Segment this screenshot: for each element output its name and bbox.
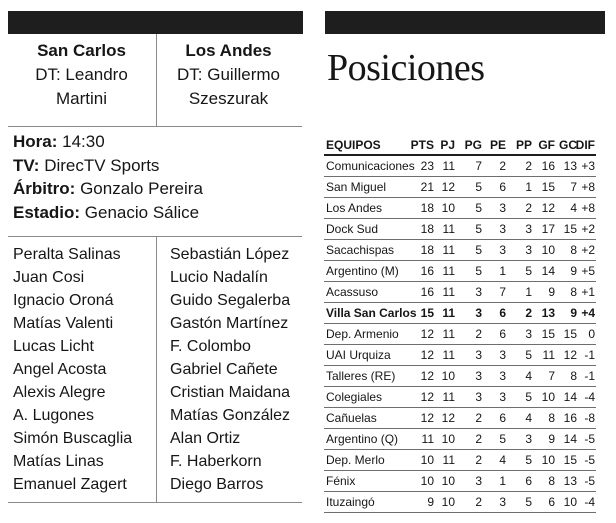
standings-cell-dif: -1 — [584, 369, 595, 383]
home-team — [8, 34, 155, 111]
standings-cell-pj: 11 — [442, 453, 455, 467]
standings-cell-gf: 6 — [548, 495, 555, 509]
home-player: Ignacio Oroná — [13, 292, 114, 309]
standings-cell-pj: 11 — [442, 327, 455, 341]
standings-cell-dif: +4 — [581, 306, 595, 320]
standings-cell-pe: 3 — [499, 390, 506, 404]
standings-cell-pj: 11 — [442, 285, 455, 299]
away-player: Gastón Martínez — [170, 315, 289, 332]
teams-divider — [156, 34, 157, 126]
teams-header — [8, 34, 302, 127]
away-lineup — [170, 243, 290, 496]
standings-cell-team: Los Andes — [326, 201, 383, 215]
standings-cell-gc: 13 — [563, 474, 577, 488]
standings-cell-pg: 2 — [475, 495, 482, 509]
away-player: Lucio Nadalín — [170, 269, 268, 286]
header-gc: GC — [559, 138, 577, 152]
standings-cell-pg: 3 — [475, 348, 482, 362]
standings-cell-pe: 2 — [499, 159, 506, 173]
standings-cell-pj: 11 — [442, 390, 455, 404]
header-pp: PP — [515, 138, 532, 152]
standings-cell-dif: -5 — [584, 432, 595, 446]
left-header-bar — [8, 11, 303, 34]
standings-cell-pe: 6 — [499, 327, 506, 341]
home-player: Simón Buscaglia — [13, 430, 133, 447]
standings-cell-pts: 9 — [427, 495, 434, 509]
standings-cell-gf: 15 — [541, 180, 555, 194]
match-info — [13, 130, 303, 224]
standings-cell-pp: 5 — [525, 264, 532, 278]
standings-cell-dif: -8 — [584, 411, 595, 425]
standings-cell-dif: +1 — [581, 285, 595, 299]
info-referee: Árbitro: Gonzalo Pereira — [13, 179, 203, 198]
standings-row — [324, 198, 596, 219]
standings-cell-pg: 2 — [475, 327, 482, 341]
away-player: F. Colombo — [170, 338, 251, 355]
standings-cell-pj: 10 — [441, 474, 455, 488]
info-time: Hora: 14:30 — [13, 132, 105, 151]
standings-row — [324, 240, 596, 261]
standings-cell-gf: 14 — [541, 264, 555, 278]
standings-cell-pts: 18 — [420, 222, 434, 236]
away-player: Diego Barros — [170, 476, 264, 493]
standings-cell-pts: 18 — [420, 243, 434, 257]
standings-row — [324, 387, 596, 408]
standings-cell-dif: +2 — [581, 243, 595, 257]
standings-cell-pts: 18 — [420, 201, 434, 215]
standings-header-row — [324, 134, 596, 156]
standings-cell-gf: 13 — [541, 306, 555, 320]
standings-cell-gf: 15 — [541, 327, 555, 341]
lineups-divider — [8, 236, 302, 237]
standings-cell-gc: 12 — [563, 348, 577, 362]
standings-row — [324, 492, 596, 513]
away-player: Cristian Maidana — [170, 384, 291, 401]
home-player: Emanuel Zagert — [13, 476, 127, 493]
standings-cell-pj: 12 — [441, 411, 455, 425]
standings-cell-pj: 10 — [441, 201, 455, 215]
standings-cell-team: Cañuelas — [326, 411, 377, 425]
standings-cell-gc: 14 — [563, 390, 577, 404]
standings-cell-pe: 6 — [499, 411, 506, 425]
right-header-bar — [325, 11, 605, 34]
standings-cell-pj: 11 — [442, 159, 455, 173]
standings-cell-gc: 15 — [563, 222, 577, 236]
standings-cell-gc: 8 — [570, 369, 577, 383]
standings-cell-pg: 7 — [475, 159, 482, 173]
away-team — [155, 34, 302, 111]
standings-cell-gf: 9 — [548, 285, 555, 299]
standings-body — [324, 156, 596, 513]
standings-cell-pg: 5 — [475, 180, 482, 194]
standings-cell-pe: 6 — [499, 180, 506, 194]
standings-cell-pts: 16 — [420, 285, 434, 299]
standings-cell-pts: 21 — [420, 180, 434, 194]
standings-cell-pp: 3 — [525, 222, 532, 236]
standings-cell-pe: 3 — [499, 495, 506, 509]
home-player: Alexis Alegre — [13, 384, 106, 401]
standings-cell-pj: 11 — [442, 264, 455, 278]
standings-cell-pe: 1 — [499, 474, 506, 488]
standings-cell-pj: 10 — [441, 495, 455, 509]
standings-row — [324, 219, 596, 240]
standings-cell-dif: -5 — [584, 474, 595, 488]
standings-row — [324, 156, 596, 177]
standings-title: Posiciones — [327, 47, 485, 89]
standings-cell-pe: 3 — [499, 201, 506, 215]
standings-cell-pp: 5 — [525, 495, 532, 509]
standings-cell-dif: +2 — [581, 222, 595, 236]
header-dif: DIF — [575, 138, 595, 152]
standings-cell-gc: 9 — [570, 264, 577, 278]
standings-cell-pp: 2 — [525, 201, 532, 215]
standings-cell-pg: 5 — [475, 201, 482, 215]
standings-cell-pg: 3 — [475, 285, 482, 299]
standings-cell-gc: 9 — [570, 306, 577, 320]
standings-cell-pj: 12 — [441, 180, 455, 194]
home-player: Juan Cosi — [13, 269, 85, 286]
away-team-name: Los Andes — [185, 41, 272, 60]
standings-row — [324, 450, 596, 471]
home-team-name: San Carlos — [37, 41, 126, 60]
standings-cell-pts: 10 — [420, 453, 434, 467]
header-pts: PTS — [410, 138, 434, 152]
standings-cell-pts: 15 — [420, 306, 434, 320]
standings-cell-pp: 5 — [525, 453, 532, 467]
standings-cell-pe: 5 — [499, 432, 506, 446]
standings-cell-pp: 5 — [525, 390, 532, 404]
standings-cell-team: Ituzaingó — [326, 495, 375, 509]
standings-cell-gf: 8 — [548, 411, 555, 425]
header-pe: PE — [489, 138, 506, 152]
standings-cell-pts: 12 — [420, 411, 434, 425]
header-pj: PJ — [440, 138, 455, 152]
standings-cell-team: Villa San Carlos — [326, 306, 417, 320]
standings-cell-dif: 0 — [588, 327, 595, 341]
standings-cell-dif: +5 — [581, 264, 595, 278]
standings-cell-pe: 3 — [499, 348, 506, 362]
standings-cell-pp: 2 — [525, 306, 532, 320]
home-player: Matías Linas — [13, 453, 104, 470]
standings-cell-pg: 5 — [475, 264, 482, 278]
standings-cell-pp: 3 — [525, 327, 532, 341]
lineups-bottom-rule — [8, 502, 302, 503]
standings-row — [324, 261, 596, 282]
standings-cell-team: Dep. Merlo — [326, 453, 385, 467]
standings-cell-gf: 17 — [541, 222, 555, 236]
standings-row — [324, 303, 596, 324]
standings-cell-pp: 3 — [525, 243, 532, 257]
standings-cell-pp: 1 — [525, 285, 532, 299]
standings-cell-team: Comunicaciones — [326, 159, 415, 173]
standings-row — [324, 345, 596, 366]
standings-cell-dif: +3 — [581, 159, 595, 173]
standings-row — [324, 282, 596, 303]
standings-cell-gf: 7 — [548, 369, 555, 383]
standings-cell-gc: 10 — [563, 495, 577, 509]
standings-cell-pj: 11 — [442, 306, 455, 320]
standings-row — [324, 471, 596, 492]
standings-cell-pj: 11 — [442, 222, 455, 236]
standings-cell-gc: 14 — [563, 432, 577, 446]
standings-cell-pg: 5 — [475, 222, 482, 236]
standings-cell-pe: 4 — [499, 453, 506, 467]
standings-cell-pe: 1 — [499, 264, 506, 278]
standings-cell-gf: 10 — [541, 390, 555, 404]
standings-cell-dif: -5 — [584, 453, 595, 467]
standings-cell-team: Dep. Armenio — [326, 327, 399, 341]
home-player: Lucas Licht — [13, 338, 94, 355]
home-player: A. Lugones — [13, 407, 94, 424]
standings-cell-pj: 11 — [442, 348, 455, 362]
standings-cell-gf: 8 — [548, 474, 555, 488]
standings-cell-pg: 3 — [475, 369, 482, 383]
standings-cell-pg: 2 — [475, 411, 482, 425]
standings-cell-gc: 13 — [563, 159, 577, 173]
info-stadium: Estadio: Genacio Sálice — [13, 202, 200, 222]
standings-cell-gc: 8 — [570, 243, 577, 257]
standings-cell-pg: 3 — [475, 474, 482, 488]
standings-row — [324, 324, 596, 345]
standings-row — [324, 429, 596, 450]
standings-cell-dif: +8 — [581, 201, 595, 215]
lineups-column-divider — [156, 237, 157, 502]
standings-cell-pts: 12 — [420, 327, 434, 341]
standings-cell-team: San Miguel — [326, 180, 387, 194]
header-pg: PG — [464, 138, 482, 152]
standings-cell-gf: 12 — [541, 201, 555, 215]
home-player: Angel Acosta — [13, 361, 107, 378]
standings-cell-gf: 16 — [541, 159, 555, 173]
header-gf: GF — [538, 138, 555, 152]
home-player: Matías Valenti — [13, 315, 114, 332]
standings-cell-team: Colegiales — [326, 390, 383, 404]
standings-cell-gf: 10 — [541, 243, 555, 257]
standings-cell-dif: -4 — [584, 390, 595, 404]
info-tv: TV: DirecTV Sports — [13, 155, 160, 175]
standings-cell-pts: 23 — [420, 159, 434, 173]
standings-cell-team: Dock Sud — [326, 222, 379, 236]
standings-row — [324, 366, 596, 387]
standings-row — [324, 408, 596, 429]
standings-cell-pe: 6 — [499, 306, 506, 320]
standings-cell-gc: 16 — [563, 411, 577, 425]
standings-cell-pts: 12 — [420, 348, 434, 362]
standings-cell-pp: 1 — [525, 180, 532, 194]
standings-cell-team: Talleres (RE) — [326, 369, 396, 383]
standings-cell-pts: 16 — [420, 264, 434, 278]
standings-cell-gc: 4 — [570, 201, 577, 215]
standings-cell-pts: 11 — [421, 432, 434, 446]
standings-row — [324, 177, 596, 198]
standings-cell-team: Acassuso — [326, 285, 379, 299]
standings-cell-pg: 5 — [475, 243, 482, 257]
away-player: Sebastián López — [170, 246, 290, 263]
home-player: Peralta Salinas — [13, 246, 121, 263]
standings-cell-team: Fénix — [326, 474, 356, 488]
standings-table — [324, 134, 596, 513]
standings-cell-pts: 12 — [420, 369, 434, 383]
standings-cell-gf: 9 — [548, 432, 555, 446]
standings-cell-team: Argentino (Q) — [326, 432, 399, 446]
standings-cell-gc: 7 — [570, 180, 577, 194]
standings-cell-pp: 2 — [525, 159, 532, 173]
standings-cell-pe: 3 — [499, 243, 506, 257]
standings-cell-pts: 10 — [420, 474, 434, 488]
standings-cell-pg: 2 — [475, 432, 482, 446]
standings-cell-pp: 6 — [525, 474, 532, 488]
standings-cell-pe: 3 — [499, 222, 506, 236]
standings-cell-pe: 3 — [499, 369, 506, 383]
standings-cell-pg: 3 — [475, 390, 482, 404]
away-coach: DT: Guillermo Szeszurak — [177, 65, 280, 108]
standings-cell-pg: 2 — [475, 453, 482, 467]
standings-cell-pj: 11 — [442, 243, 455, 257]
standings-cell-team: Sacachispas — [326, 243, 395, 257]
standings-cell-pp: 4 — [525, 411, 532, 425]
header-team: EQUIPOS — [326, 138, 381, 152]
standings-cell-team: UAI Urquiza — [326, 348, 391, 362]
standings-cell-pts: 12 — [420, 390, 434, 404]
standings-cell-gf: 11 — [542, 348, 555, 362]
away-player: Gabriel Cañete — [170, 361, 278, 378]
standings-cell-gf: 10 — [541, 453, 555, 467]
standings-cell-dif: -1 — [584, 348, 595, 362]
standings-cell-team: Argentino (M) — [326, 264, 399, 278]
away-player: F. Haberkorn — [170, 453, 262, 470]
away-player: Alan Ortiz — [170, 430, 241, 447]
home-coach: DT: Leandro Martini — [35, 65, 128, 108]
standings-cell-gc: 8 — [570, 285, 577, 299]
home-lineup — [13, 243, 132, 496]
standings-cell-gc: 15 — [563, 327, 577, 341]
standings-cell-dif: +8 — [581, 180, 595, 194]
standings-cell-pg: 3 — [475, 306, 482, 320]
standings-cell-pe: 7 — [499, 285, 506, 299]
standings-cell-pj: 10 — [441, 369, 455, 383]
away-player: Matías González — [170, 407, 291, 424]
standings-cell-pj: 10 — [441, 432, 455, 446]
away-player: Guido Segalerba — [170, 292, 291, 309]
standings-cell-dif: -4 — [584, 495, 595, 509]
standings-cell-pp: 5 — [525, 348, 532, 362]
standings-cell-gc: 15 — [563, 453, 577, 467]
standings-cell-pp: 3 — [525, 432, 532, 446]
standings-cell-pp: 4 — [525, 369, 532, 383]
